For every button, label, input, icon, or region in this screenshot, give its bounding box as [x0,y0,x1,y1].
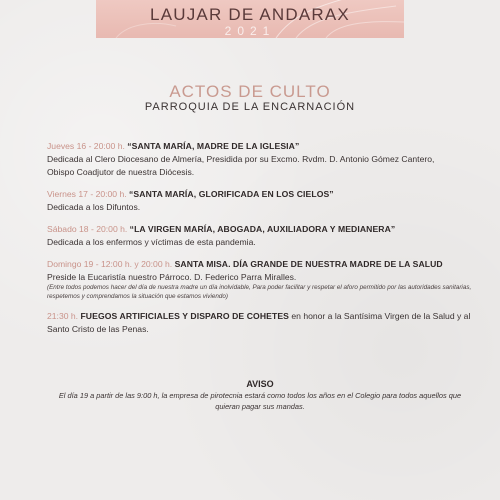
event-headline: “SANTA MARÍA, MADRE DE LA IGLESIA” [127,141,300,151]
event-time: 21:30 h. [47,311,79,321]
event-headline: “LA VIRGEN MARÍA, ABOGADA, AUXILIADORA Y MEDIANERA” [129,224,396,234]
event-headline: FUEGOS ARTIFICIALES Y DISPARO DE COHETES [80,311,289,321]
event-thursday [47,140,487,179]
event-time: Jueves 16 - 20:00 h. [47,141,125,151]
event-sunday [47,258,487,301]
events-list [47,140,487,345]
event-time: Viernes 17 - 20:00 h. [47,189,127,199]
aviso-block [50,379,470,412]
event-detail: en honor a la Santísima Virgen de la Salud y al Santo Cristo de las Penas. [47,311,471,334]
event-time: Domingo 19 - 12:00 h. y 20:00 h. [47,259,173,269]
event-note: (Entre todos podemos hacer del día de nuestra madre un día inolvidable, Para poder facilitar y respetar el aforo permitido por las autoridades sanitarias, respetemos y comprendamos la situación que estamos viviendo) [47,284,472,300]
event-detail: Dedicada a los enfermos y víctimas de esta pandemia. [47,237,256,247]
event-fireworks [47,310,487,336]
aviso-body: El día 19 a partir de las 9:00 h, la empresa de pirotecnia estará como todos los años en el Colegio para todos aquellos que quieran pagar sus mandas. [58,391,462,411]
event-detail: Dedicada a los Difuntos. [47,202,141,212]
town-title: LAUJAR DE ANDARAX [150,5,350,24]
event-time: Sábado 18 - 20:00 h. [47,224,128,234]
section-subtitle: PARROQUIA DE LA ENCARNACIÓN [144,101,356,113]
event-friday [47,188,487,214]
event-detail: Obispo Coadjutor de nuestra Diócesis. [47,167,195,177]
event-headline: “SANTA MARÍA, GLORIFICADA EN LOS CIELOS” [129,189,334,199]
event-detail: Preside la Eucaristía nuestro Párroco. D. Federico Parra Miralles. [47,272,297,282]
event-headline: SANTA MISA. DÍA GRANDE DE NUESTRA MADRE DE LA SALUD [174,259,443,269]
event-detail: Dedicada al Clero Diocesano de Almería, Presidida por su Excmo. Rvdm. D. Antonio Gómez Cantero, [47,154,435,164]
header-band [96,0,404,38]
section-title: ACTOS DE CULTO [169,82,331,101]
aviso-title: AVISO [246,379,274,389]
year-label: 2021 [224,24,276,38]
event-saturday [47,223,487,249]
